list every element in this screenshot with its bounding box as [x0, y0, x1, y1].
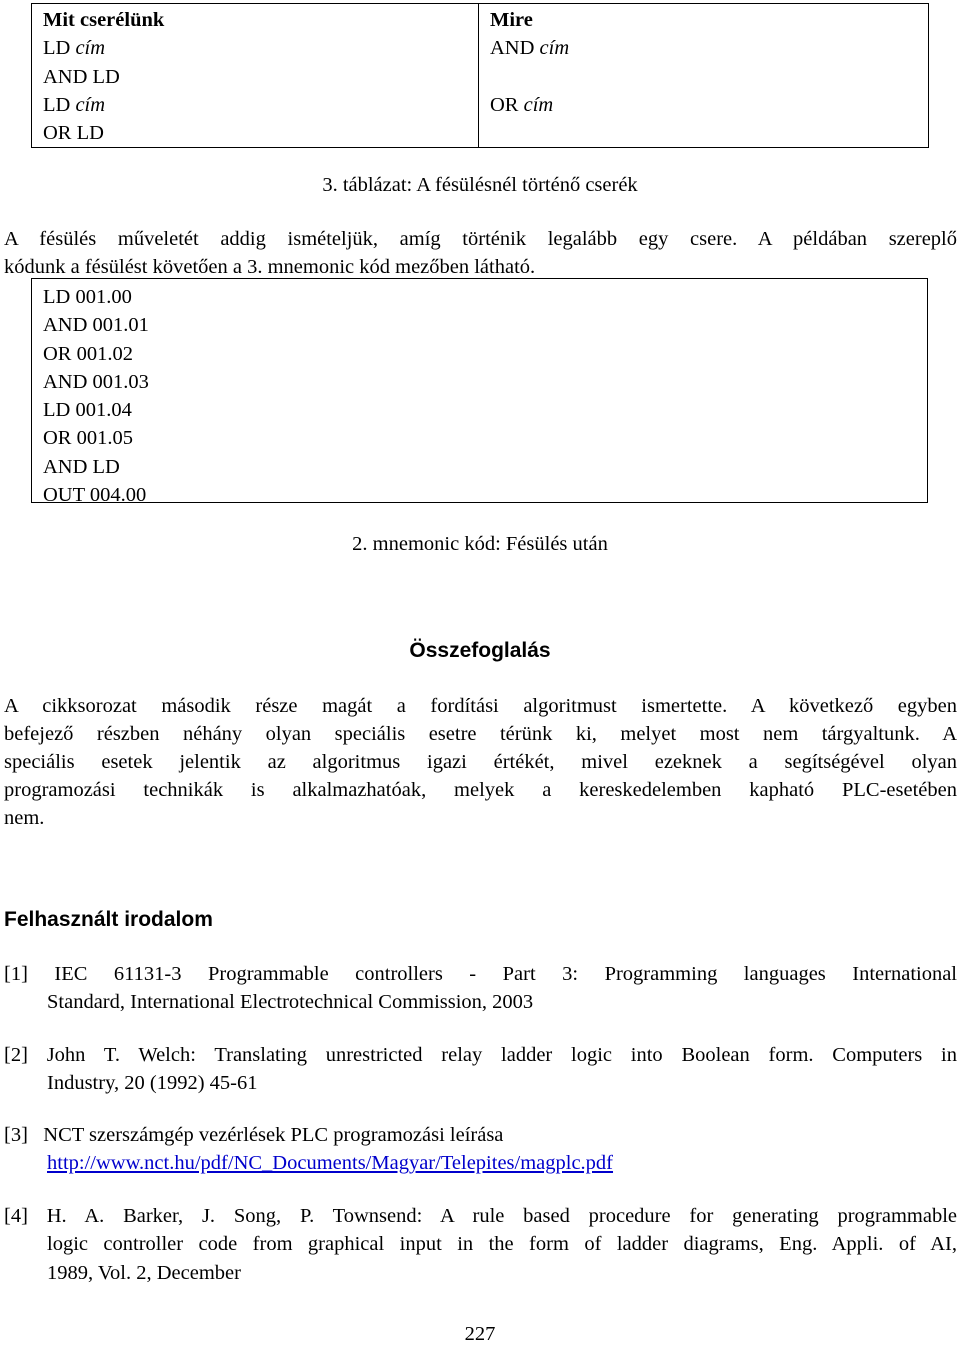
reference-text: Standard, International Electrotechnical Commission, 2003: [47, 991, 534, 1014]
reference-text: NCT szerszámgép vezérlések PLC programozási leírása: [43, 1124, 504, 1146]
swap-row-1-left: LD cím: [43, 37, 106, 60]
summary-line: befejező részben néhány olyan speciális esetre térünk ki, melyet most nem tárgyaltunk. A: [4, 723, 957, 745]
reference-item-3: [4, 1121, 957, 1178]
reference-text: 1989, Vol. 2, December: [47, 1261, 241, 1284]
summary-line: nem.: [4, 807, 45, 829]
reference-item-4: [4, 1202, 957, 1287]
swap-row-2-left: AND LD: [43, 65, 120, 88]
swap-table: [31, 3, 929, 148]
reference-number: [1]: [4, 963, 28, 985]
reference-text: H. A. Barker, J. Song, P. Townsend: A rule based procedure for generating programmable: [46, 1205, 957, 1227]
reference-text: IEC 61131-3 Programmable controllers - Part 3: Programming languages International: [54, 963, 957, 985]
code-line: OR 001.02: [43, 342, 133, 365]
swap-table-header-right: Mire: [490, 9, 533, 31]
swap-row-3-left: LD cím: [43, 93, 106, 116]
reference-text: John T. Welch: Translating unrestricted relay ladder logic into Boolean form. Computers in: [46, 1044, 958, 1066]
code-line: AND 001.01: [43, 314, 149, 337]
page-number: 227: [464, 1323, 496, 1345]
swap-table-header-left: Mit cserélünk: [43, 9, 165, 31]
swap-row-3-right: OR cím: [490, 93, 554, 116]
summary-line: speciális esetek jelentik az algoritmus igazi értékét, mivel ezeknek a segítségével olyan: [4, 751, 957, 773]
summary-line: programozási technikák is alkalmazhatóak, melyek a kereskedelemben kapható PLC-esetében: [4, 779, 957, 801]
code-caption: 2. mnemonic kód: Fésülés után: [352, 533, 608, 555]
reference-number: [3]: [4, 1124, 28, 1146]
code-line: OR 001.05: [43, 427, 133, 450]
reference-item-1: [4, 960, 957, 1017]
reference-number: [4]: [4, 1205, 28, 1227]
summary-heading: Összefoglalás: [409, 639, 551, 662]
swap-table-left-cell: [32, 4, 479, 148]
swap-row-1-right: AND cím: [490, 37, 570, 60]
reference-link[interactable]: http://www.nct.hu/pdf/NC_Documents/Magyar/Telepites/magplc.pdf: [47, 1152, 614, 1175]
reference-text: logic controller code from graphical input in the form of ladder diagrams, Eng. Appli. of AI,: [47, 1233, 957, 1256]
summary-line: A cikksorozat második része magát a fordítási algoritmust ismertette. A következő egyben: [4, 695, 957, 717]
table-caption: 3. táblázat: A fésülésnél történő cserék: [322, 174, 638, 196]
intro-paragraph-line1: A fésülés műveletét addig ismételjük, amíg történik legalább egy csere. A példában szereplő: [4, 228, 957, 250]
code-line: AND LD: [43, 455, 120, 478]
code-line: AND 001.03: [43, 370, 149, 393]
swap-row-4-left: OR LD: [43, 122, 104, 145]
references-heading: Felhasznált irodalom: [4, 908, 213, 931]
mnemonic-code-box: [31, 278, 928, 507]
code-line: LD 001.04: [43, 399, 132, 422]
intro-paragraph-line2: kódunk a fésülést követően a 3. mnemonic kód mezőben látható.: [4, 256, 536, 278]
code-line: LD 001.00: [43, 286, 132, 308]
reference-text: Industry, 20 (1992) 45-61: [47, 1072, 258, 1095]
reference-item-2: [4, 1041, 957, 1098]
swap-row-2-right: [490, 63, 928, 91]
code-line: OUT 004.00: [43, 484, 147, 507]
reference-number: [2]: [4, 1044, 28, 1066]
swap-table-right-cell: [479, 4, 929, 148]
